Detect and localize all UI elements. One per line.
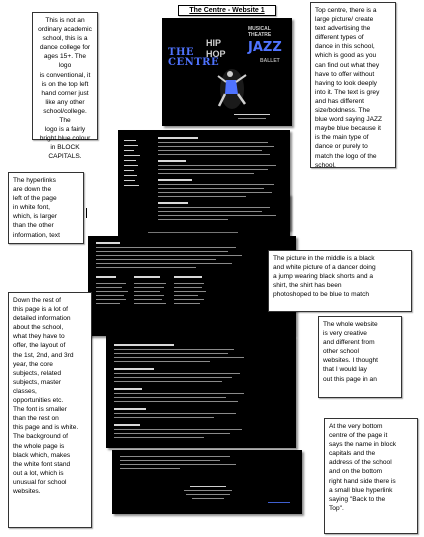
note-rest-of-page: Down the rest of this page is a lot of detailed information about the school, what they have to offer, the layout of the 1st, 2nd, and 3rd year, the core subjects, related subjects, master classes, opportunities etc. The font is smaller than the rest on this page and is white. The background of the whole page is black which, makes the white font stand out a lot, which is unusual for school websites.: [8, 292, 92, 528]
banner-word-hop: HOP: [206, 49, 226, 59]
banner-word-hip: HIP: [206, 38, 222, 48]
website-navigation-screenshot: [118, 130, 290, 230]
banner-word-musical-theatre: MUSICAL THEATRE: [248, 26, 272, 38]
website-footer-screenshot: [112, 450, 302, 514]
website-subjects-screenshot: [106, 336, 296, 448]
website-year-layout-screenshot: [88, 236, 296, 336]
note-hyperlinks: The hyperlinks are down the left of the page in white font, which, is larger than the other information, text: [8, 172, 84, 244]
text-cursor: [86, 208, 87, 218]
centre-logo: THE CENTRE: [168, 47, 220, 68]
dancer-image: [216, 66, 248, 112]
website-banner-screenshot: [162, 18, 292, 126]
banner-word-jazz: JAZZ: [248, 40, 282, 55]
note-top-centre: Top centre, there is a large picture/ create text advertising the different types of dance in this school, which is good as you can find out what they have to offer without having to look deeply into it. The text is grey and has different size/boldness. The blue word saying JAZZ maybe blue because it is the main type of dance or purely to match the logo of the school.: [310, 2, 396, 168]
page-title: The Centre - Website 1: [178, 5, 276, 16]
note-academic-school: This is not an ordinary academic school, this is a dance college for ages 15+. The logo is conventional, it is on the top left hand corner just like any other school/college. The logo is a fairly bright blue colour in BLOCK CAPITALS.: [32, 12, 98, 140]
note-bottom: At the very bottom centre of the page it says the name in block capitals and the address of the school and on the bottom right hand side there is a small blue hyperlink saying "Back to the Top".: [324, 418, 418, 534]
banner-word-ballet: BALLET: [260, 58, 280, 64]
note-picture: The picture in the middle is a black and white picture of a dancer doing a jump wearing black shorts and a shirt, the shirt has been photoshoped to be blue to match: [268, 250, 412, 312]
note-creative: The whole website is very creative and different from other school websites. I thought that I would lay out this page in an: [318, 316, 402, 398]
